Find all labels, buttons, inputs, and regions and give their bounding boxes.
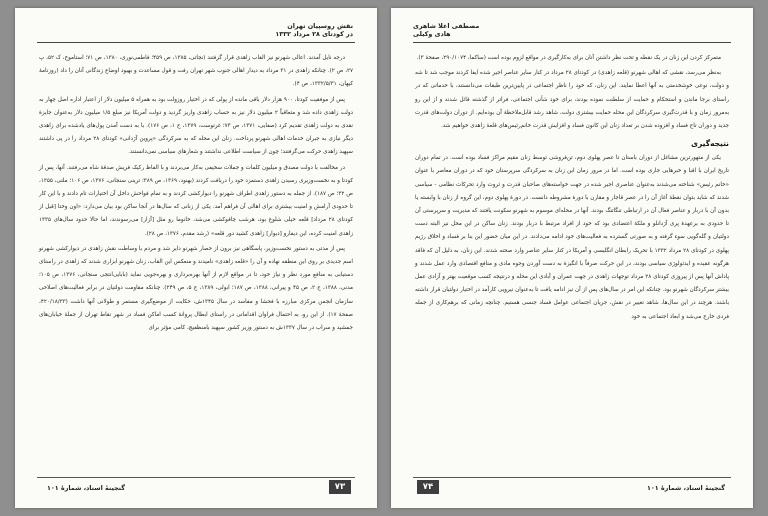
right-running-header: [413, 22, 479, 38]
right-paragraph: به‌نظر می‌رسد، نقشی که اهالی شهرنو (قلعه زاهدی) در کودتای ۲۸ مرداد در کنار سایر عناصر اجیر شده ایفا کردند موجب شد تا شه و دولت، نوعی خوشخدمتی به آنها اعطا نمایند. این زنان، که خود را ناظر اجتماعی در پایین‌ترین طبقات می‌دانستند، با خدماتی که در راستای برجا ماندن و استحکام و حمایت از سلطنت نموده بودند، برای خود شأنی اجتماعی، فراتر از گذشته قائل شدند و از این رو به‌مرور زمان و با قدرت‌گیری سرکردگان این محله حمایت بیشتری دولت، شاهد رشد قابل‌ملاحظهٔ آن بوده‌ایم. از دوران دولت‌های قدرت جدید و دوران تاج فساد و افزوده شدن بر تعداد زنان این کانون فساد و افزایش قدرت خانم‌رئیس‌های قلعهٔ زاهدی خواهیم شد.: [415, 70, 729, 130]
left-paragraph: پس از مدتی به دستور نخست‌وزیر، پاسگاهی نیز برون از حصار شهرنو دایر شد و مردم با وساطت نقش زاهدی در دیوارکشی شهرنو اسم جدیدی بر روی این منطقه نهاده و آن را «قلعه زاهدی» نامیدند و منعکس این القاب، زنان شهرنو ابزاری شدند که زاهدی در راستای دستیابی به منافع مورد نظر و نیاز خود، تا در مواقع لازم از آنها بهره‌برداری و بهره‌جویی نماید (بابایی‌انتجی سنجانی، ۱۳۷۶، ص ۱۰۵؛ مدنی، ۱۳۸۸، ج ۲، ص ۴۵ و پیرانی، ۱۳۸۸، ص ۱۸۷؛ ابولی، ۱۳۸۹، ج ۵، ص ۲۴۹). چنانکه مقاومت دولتیان در برابر فعالیت‌های اصلاحی سازمان انجمن مرکزی مبارزه با فحشا و مفاسد در سال ۱۳۴۵ش، حکایت از موضع‌گیری مستمر و طولانی آنها داشت (۴۲۰/۱۸/۳۳، صفحهٔ ۱۷). از این رو، به احتمال فراوان اقداماتی در راستای ابطال پروانهٔ کسب اماکن فساد در شهر نقاط تهران از جملهٔ خیابان‌های جمشید و سراب در سال ۱۳۳۷ش به دستور وزیر کشور سپهبد بامنظفیچ، کامی مؤثر برای: [39, 245, 354, 332]
right-header-title: مصطفی اعلا شاهری: [413, 22, 480, 30]
left-body-text: [39, 52, 353, 337]
right-header-rule: [413, 42, 731, 43]
right-paragraph: یکی از متهورترین مشاغل از دوران باستان تا عصر پهلوی دوم، تن‌فروشی توسط زنان مقیم مراکز فساد بوده است. در تمام دوران تاریخ ایران با اقبا و خبرهایی جاری بوده است. اما در مرور زمان این زنان به سرکردگی سرپرستان خود که در دوران معاصر با عنوان «خانم رئیس» شناخته می‌شدند به‌عنوان عناصری اجیر شده در جهت خواسته‌های صاحبان قدرت و ثروت وارد تحرکات نظامی - سیاسی شدند که شاید بتوان نقطهٔ آغاز آن را در عصر قاجار و مقارن با دورهٔ مشروطه دانست. در دورهٔ پهلوی دوم، این گروه از زنان با وابسته یا بدون آن با دربار و عناصر فعال آن در ارتباطی تنگاتنگ بودند. آنها در محله‌ای موسوم به شهرنو سکونت یافتند که مدیریت و سرپرستی آن تا حدودی به برعهدهٔ پری آژدانلو و ملکهٔ اعتضادی بود که خود از افراد مرتبط با دربار بودند. زنان ساکن در این محل نیز البته دست دولتیان و گله‌گویی سوء گرفته و به صورتی گسترده به فعالیت‌های خود ادامه می‌دادند. در این میان حضور این بنا بر فساد و اخلاق رژیم پهلوی در کودتای ۲۸ مرداد ۱۳۳۲ با تحریک رابطان انگلیسی و آمریکا در کنار سایر عناصر وارد صحنه شدند. این زنان، به دلیل آن که فاقد هرگونه عقیده و ایدئولوژی سیاسی بودند، در این حرکت صرفاً با انگیزهٔ به دست آوردن وجوه مادی و منافع اقتصادی وارد عمل شدند و پاداش آنها پس از پیروزی کودتای ۲۸ مرداد توجهات زاهدی در جهت عمران و آبادی این محله و درنتیجه کسب موقعیت بهتر و آزادی عمل بیشتر سرکردگان شهرنو بود. چنانکه این امر در سال‌های پس از آن نیز ادامه یافت تا به‌عنوان نیرویی کارآمد در اختیار دولتیان قرار داشته باشند. هرچند در این سال‌ها، شاهد تغییر در نقش، جریان اجتماعی عوامل فساد جنسی هستیم. چنانچه زمانی که برهم‌کاری از جمله فردی خارج می‌شد و ابعاد اجتماعی به خود: [415, 155, 729, 320]
left-header-rule: [37, 42, 355, 43]
right-paragraph: متمرکز کردن این زنان در یک نقطه و تحت نظر داشتن آنان برای به‌کارگیری در مواقع لزوم بوده است (ساکما، ۲۹۰/۱۰۷۴، صفحهٔ ۳).: [416, 55, 721, 61]
right-page-number: ۷۴: [417, 480, 439, 494]
right-footer-title: گنجینهٔ اسناد، شمارهٔ ۱۰۱: [646, 484, 725, 492]
section-heading-conclusion: نتیجه‌گیری: [691, 139, 729, 149]
left-running-header: [275, 22, 353, 38]
right-header-subtitle: هادی وکیلی: [413, 30, 451, 38]
left-page: [15, 8, 377, 508]
left-paragraph: پس از موفقیت کودتا، ۹۰۰ هزار دلار باقی مانده از پولی که در اختیار روزولت بود به همراه ۵ میلیون دلار از اعتبار اداره اصل چهار به دولت زاهدی داده شد و متعاقباً ۲ میلیون دلار نیز به حساب زاهدی واریز گردید و دولت آمریکا نیز مبلغ ۱/۵ میلیون دلار به‌عنوان جایزهٔ نقدی به دولت زاهدی تقدیم کرد (صفایی، ۱۳۷۱، ص ۷۳؛ غرتوست، ۱۳۷۹، ج ۱، ص ۱۷۶). با به دست آمدن پول‌های یادشده برای زاهدی دیگر نیازی به جبران خدمات اهالی شهرنو پرداخت. زنان این محله که به سرکردگی «پروین آژدانی» کودتای ۲۸ مرداد را در پی داشتند سپهبد زاهدی حرکت می‌گرفتند؛ چون از سیاست اطلاعی نداشتند و شعارهای سیاسی نمی‌دانستند.: [39, 96, 354, 156]
left-header-subtitle: در کودتای ۲۸ مرداد ۱۳۳۲: [275, 30, 353, 38]
right-body-text: [415, 52, 729, 326]
right-footer: [413, 477, 731, 496]
right-page: [391, 8, 753, 508]
left-header-title: نقش روسپیان تهران: [287, 22, 353, 30]
left-page-number: ۷۳: [329, 480, 351, 494]
left-paragraph: درجه نایل آمدند. اعالی شهرنو نیز القاب زاهدی قرار گرفتند (نجاتی، ۱۳۸۵، ص ۴۵۹؛ فاطمی‌نوری، ۱۳۸۰، ص ۷۱؛ استاموخ، ک ۵۲، پ ۲۷، ص ۲). چنانکه زاهدی در ۳۱ مرداد به دیدار اهالی جنوب شهر تهران رفت و قول مساعدت و بهبود اوضاع زندگانی آنان را داد (روزنامهٔ کیهان، ۱۳۳۲/۵/۳۱، ص ۴).: [39, 55, 354, 88]
left-footer: [37, 477, 355, 496]
left-footer-title: گنجینهٔ اسناد، شمارهٔ ۱۰۱: [47, 484, 126, 492]
left-paragraph: در مخالفت با دولت مصدق و میلیون کلمات و جملات سخیفی به‌کار می‌بردند و با الفاظ رکیک فریش صدقهٔ شاه می‌رفتند. آنها، پس از کودتا و به نخست‌وزیری رسیدن زاهدی دستمزد خود را دریافت کردند (بهنود، ۱۳۶۹، ص ۳۸۹؛ ترینی سنجانی، ۱۳۷۶، ص ۱۰۶؛ ملتی، ۱۳۵۵، ص ۳۲؛ ص ۱۸۷). از جمله به دستور زاهدی اطراف شهرنو را دیوارکشی کردند و به تمام فواحش داخل آن اختیارات تام دادند و با این کار تا حدودی آرامش و امنیت بیشتری برای اهالی آن فراهم آمد. یکی از زنانی که سال‌ها در آنجا ساکن بود بیان می‌دارد: «اون وختا [قبل از کودتای ۲۸ مرداد] قلعه خیلی شلوغ بود، هرشب چاقوکشی می‌شد، خانوما رو مثل [آزار] می‌رسوندند، اما حالا حدود سال‌های ۱۳۳۵ زاهدی امنیت کرده، این دیفارو [دیوار] زاهدی کشید دور قلعه» (رشد مقدم، ۱۳۷۶، ص ۲۸).: [39, 164, 353, 237]
